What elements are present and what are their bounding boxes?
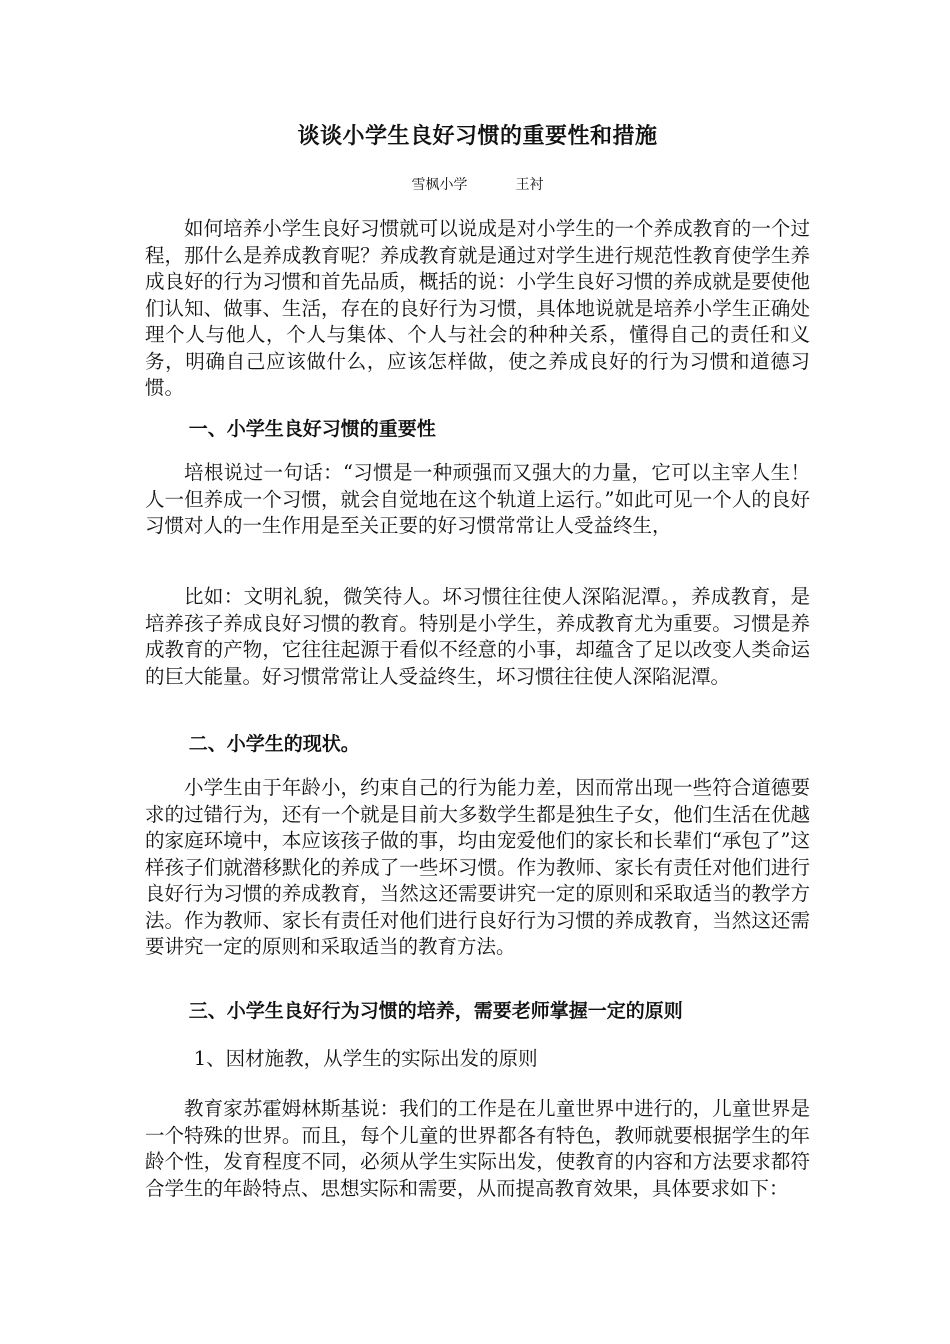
paragraph-bacon-quote: 培根说过一句话：“习惯是一种顽强而又强大的力量，它可以主宰人生！人一但养成一个习惯，就会自觉地在这个轨道上运行。”如此可见一个人的良好习惯对人的一生作用是至关正要的好习惯常常让人受益终生， (145, 461, 810, 537)
section-heading-importance: 一、小学生良好习惯的重要性 (188, 418, 436, 440)
byline-author: 王衬 (515, 177, 544, 193)
intro-paragraph: 如何培养小学生良好习惯就可以说成是对小学生的一个养成教育的一个过程，那什么是养成教育呢？养成教育就是通过对学生进行规范性教育使学生养成良好的行为习惯和首先品质，概括的说：小学生良好习惯的养成就是要使他们认知、做事、生活，存在的良好行为习惯，具体地说就是培养小学生正确处理个人与他人，个人与集体、个人与社会的种种关系，懂得自己的责任和义务，明确自己应该做什么，应该怎样做，使之养成良好的行为习惯和道德习惯。 (145, 217, 810, 399)
paragraph-status: 小学生由于年龄小，约束自己的行为能力差，因而常出现一些符合道德要求的过错行为，还有一个就是目前大多数学生都是独生子女，他们生活在优越的家庭环境中，本应该孩子做的事，均由宠爱他们的家长和长辈们“承包了”这样孩子们就潜移默化的养成了一些坏习惯。作为教师、家长有责任对他们进行良好行为习惯的养成教育，当然这还需要讲究一定的原则和采取适当的教学方法。作为教师、家长有责任对他们进行良好行为习惯的养成教育，当然这还需要讲究一定的原则和采取适当的教育方法。 (145, 776, 810, 958)
byline (145, 176, 810, 194)
section-heading-principles: 三、小学生良好行为习惯的培养，需要老师掌握一定的原则 (188, 1000, 683, 1022)
paragraph-sukhomlinsky: 教育家苏霍姆林斯基说：我们的工作是在儿童世界中进行的，儿童世界是一个特殊的世界。而且，每个儿童的世界都各有特色，教师就要根据学生的年龄个性，发育程度不同，必须从学生实际出发，使教育的内容和方法要求都符合学生的年龄特点、思想实际和需要，从而提高教育效果，具体要求如下： (145, 1097, 810, 1200)
subitem-principle-1: 1、因材施教，从学生的实际出发的原则 (193, 1047, 538, 1070)
paragraph-examples: 比如：文明礼貌，微笑待人。坏习惯往往使人深陷泥潭。，养成教育，是培养孩子养成良好习惯的教育。特别是小学生，养成教育尤为重要。习惯是养成教育的产物，它往往起源于看似不经意的小事，却蕴含了足以改变人类命运的巨大能量。好习惯常常让人受益终生，坏习惯往往使人深陷泥潭。 (145, 585, 810, 688)
section-heading-status: 二、小学生的现状。 (188, 733, 360, 755)
byline-school: 雪枫小学 (411, 177, 468, 193)
document-title: 谈谈小学生良好习惯的重要性和措施 (297, 124, 658, 149)
